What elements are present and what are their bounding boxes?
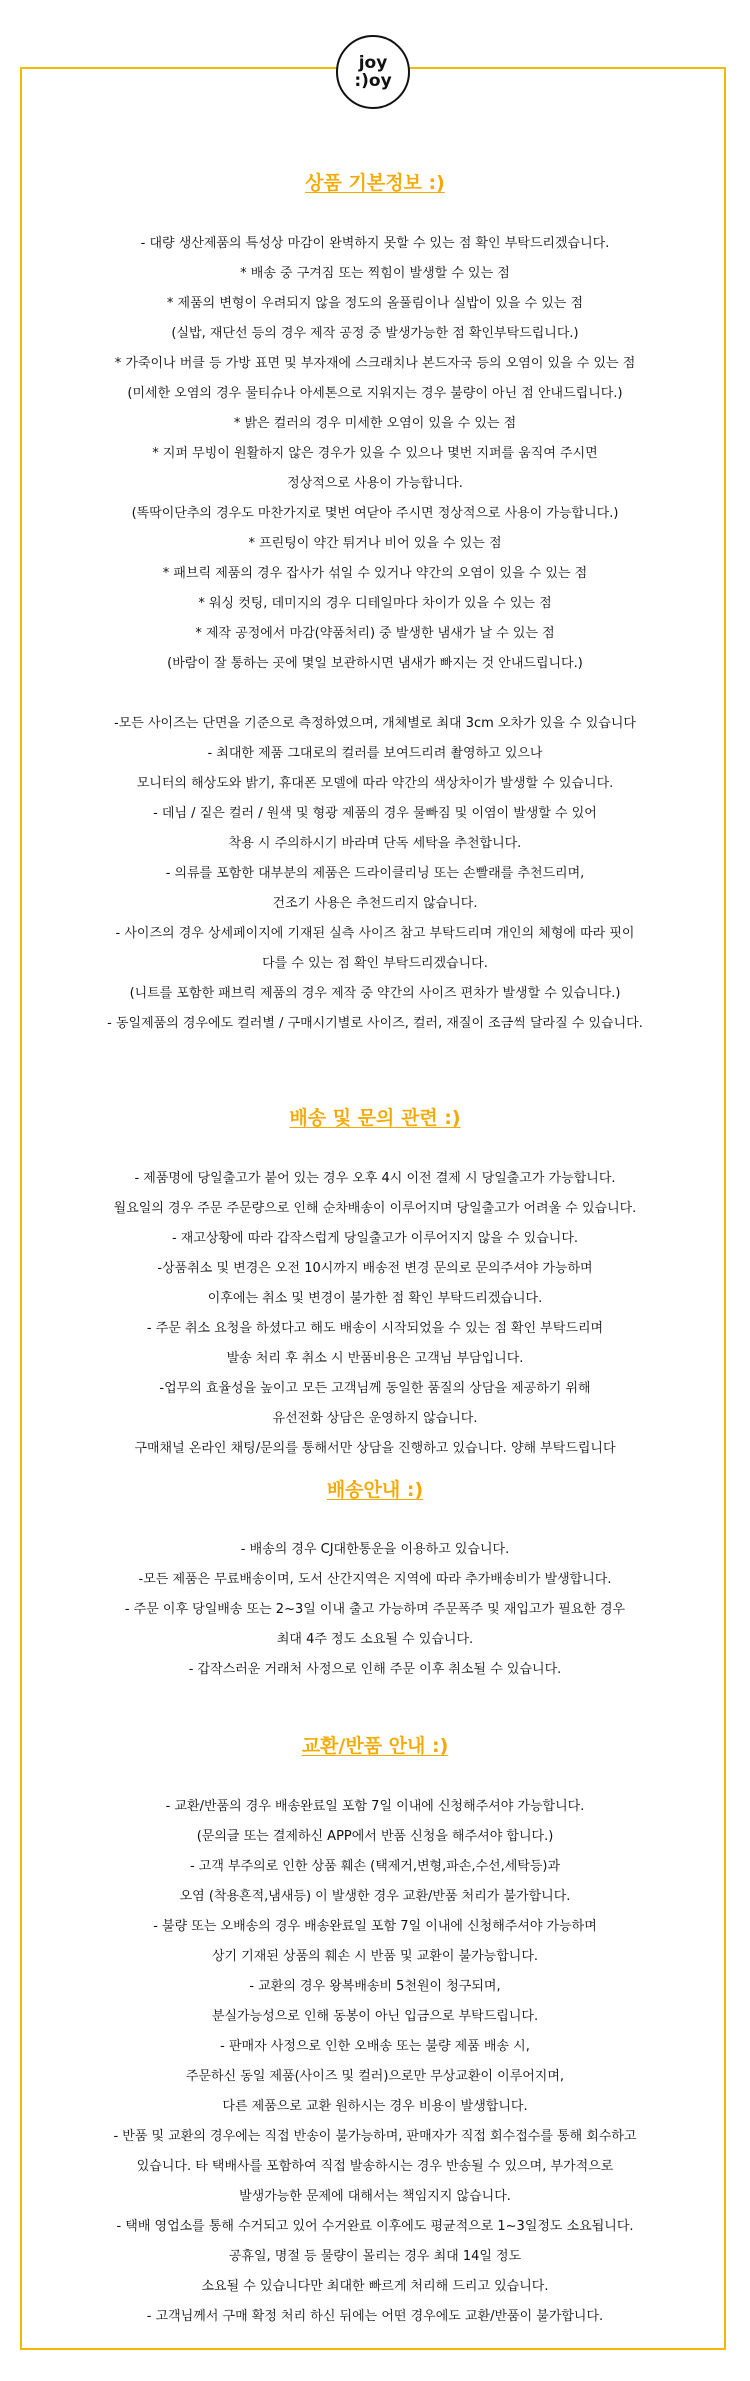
text-line: (니트를 포함한 패브릭 제품의 경우 제작 중 약간의 사이즈 편차가 발생할 수 있습니다.) <box>129 986 621 1001</box>
blank-line <box>40 679 710 709</box>
text-line: 건조기 사용은 추천드리지 않습니다. <box>272 896 478 911</box>
text-line: * 배송 중 구겨짐 또는 찍힘이 발생할 수 있는 점 <box>240 266 510 281</box>
text-line: (실밥, 재단선 등의 경우 제작 공정 중 발생가능한 점 확인부탁드립니다.) <box>171 326 579 341</box>
text-line: - 대량 생산제품의 특성상 마감이 완벽하지 못할 수 있는 점 확인 부탁드리겠습니다. <box>140 236 610 251</box>
text-line: * 워싱 컷팅, 데미지의 경우 디테일마다 차이가 있을 수 있는 점 <box>198 596 552 611</box>
text-line: 구매채널 온라인 채팅/문의를 통해서만 상담을 진행하고 있습니다. 양해 부탁드립니다 <box>134 1441 616 1456</box>
text-line: 주문하신 동일 제품(사이즈 및 컬러)으로만 무상교환이 이루어지며, <box>185 2069 565 2084</box>
section-title-shipping-guide: 배송안내 :) <box>326 1479 424 1501</box>
text-line: - 사이즈의 경우 상세페이지에 기재된 실측 사이즈 참고 부탁드리며 개인의 체형에 따라 핏이 <box>115 926 635 941</box>
text-line: 오염 (착용흔적,냄새등) 이 발생한 경우 교환/반품 처리가 불가합니다. <box>179 1889 571 1904</box>
logo-line-2: :)oy <box>354 71 392 91</box>
text-line: 공휴일, 명절 등 물량이 몰리는 경우 최대 14일 정도 <box>228 2249 522 2264</box>
text-line: * 패브릭 제품의 경우 잡사가 섞일 수 있거나 약간의 오염이 있을 수 있는 점 <box>162 566 588 581</box>
section-title-delivery-inquiry: 배송 및 문의 관련 :) <box>289 1107 461 1129</box>
text-line: - 교환의 경우 왕복배송비 5천원이 청구되며, <box>249 1979 501 1994</box>
text-line: 이후에는 취소 및 변경이 불가한 점 확인 부탁드리겠습니다. <box>207 1291 543 1306</box>
text-line: * 제작 공정에서 마감(약품처리) 중 발생한 냄새가 날 수 있는 점 <box>195 626 555 641</box>
exchange-return-text <box>40 1792 710 2332</box>
text-line: 있습니다. 타 택배사를 포함하여 직접 발송하시는 경우 반송될 수 있으며, 부가적으로 <box>136 2159 614 2174</box>
text-line: * 지퍼 무빙이 원활하지 않은 경우가 있을 수 있으나 몇번 지퍼를 움직여 주시면 <box>152 446 598 461</box>
text-line: - 배송의 경우 CJ대한통운을 이용하고 있습니다. <box>240 1542 510 1557</box>
text-line: - 불량 또는 오배송의 경우 배송완료일 포함 7일 이내에 신청해주셔야 가능하며 <box>153 1919 597 1934</box>
text-line: - 의류를 포함한 대부분의 제품은 드라이클리닝 또는 손빨래를 추천드리며, <box>165 866 585 881</box>
text-line: 발생가능한 문제에 대해서는 책임지지 않습니다. <box>239 2189 511 2204</box>
text-line: 발송 처리 후 취소 시 반품비용은 고객님 부담입니다. <box>226 1351 524 1366</box>
text-line: - 주문 이후 당일배송 또는 2~3일 이내 출고 가능하며 주문폭주 및 재입고가 필요한 경우 <box>124 1602 626 1617</box>
text-line: 정상적으로 사용이 가능합니다. <box>287 476 463 491</box>
text-line: - 고객님께서 구매 확정 처리 하신 뒤에는 어떤 경우에도 교환/반품이 불가합니다. <box>146 2309 604 2324</box>
brand-logo <box>336 35 410 109</box>
text-line: - 갑작스러운 거래처 사정으로 인해 주문 이후 취소될 수 있습니다. <box>188 1662 562 1677</box>
text-line: - 제품명에 당일출고가 붙어 있는 경우 오후 4시 이전 결제 시 당일출고가 가능합니다. <box>134 1171 616 1186</box>
text-line: 다를 수 있는 점 확인 부탁드리겠습니다. <box>262 956 488 971</box>
text-line: - 반품 및 교환의 경우에는 직접 반송이 불가능하며, 판매자가 직접 회수접수를 통해 회수하고 <box>113 2129 637 2144</box>
text-line: 모니터의 해상도와 밝기, 휴대폰 모델에 따라 약간의 색상차이가 발생할 수 있습니다. <box>136 776 614 791</box>
text-line: 착용 시 주의하시기 바라며 단독 세탁을 추천합니다. <box>228 836 522 851</box>
section-title-product-info: 상품 기본정보 :) <box>305 172 445 194</box>
text-line: - 재고상황에 따라 갑작스럽게 당일출고가 이루어지지 않을 수 있습니다. <box>171 1231 579 1246</box>
section-title-exchange-return: 교환/반품 안내 :) <box>301 1735 449 1757</box>
text-line: * 가죽이나 버클 등 가방 표면 및 부자재에 스크래치나 본드자국 등의 오염이 있을 수 있는 점 <box>114 356 636 371</box>
text-line: - 택배 영업소를 통해 수거되고 있어 수거완료 이후에도 평균적으로 1~3일정도 소요됩니다. <box>116 2219 634 2234</box>
text-line: - 교환/반품의 경우 배송완료일 포함 7일 이내에 신청해주셔야 가능합니다. <box>165 1799 585 1814</box>
text-line: - 주문 취소 요청을 하셨다고 해도 배송이 시작되었을 수 있는 점 확인 부탁드리며 <box>146 1321 604 1336</box>
logo-line-1: joy <box>358 53 388 73</box>
text-line: - 데님 / 짙은 컬러 / 원색 및 형광 제품의 경우 물빠짐 및 이염이 발생할 수 있어 <box>153 806 597 821</box>
delivery-inquiry-text <box>40 1164 710 1464</box>
text-line: * 제품의 변형이 우려되지 않을 정도의 올풀림이나 실밥이 있을 수 있는 점 <box>166 296 584 311</box>
text-line: -상품취소 및 변경은 오전 10시까지 배송전 변경 문의로 문의주셔야 가능하며 <box>157 1261 593 1276</box>
text-line: 상기 기재된 상품의 훼손 시 반품 및 교환이 불가능합니다. <box>211 1949 539 1964</box>
text-line: (문의글 또는 결제하신 APP에서 반품 신청을 해주셔야 합니다.) <box>196 1829 554 1844</box>
text-line: - 동일제품의 경우에도 컬러별 / 구매시기별로 사이즈, 컬러, 재질이 조금씩 달라질 수 있습니다. <box>107 1016 643 1031</box>
text-line: 유선전화 상담은 운영하지 않습니다. <box>272 1411 478 1426</box>
text-line: -모든 제품은 무료배송이며, 도서 산간지역은 지역에 따라 추가배송비가 발생합니다. <box>138 1572 612 1587</box>
product-info-text <box>40 229 710 1039</box>
text-line: 최대 4주 정도 소요될 수 있습니다. <box>276 1632 474 1647</box>
text-line: - 판매자 사정으로 인한 오배송 또는 불량 제품 배송 시, <box>220 2039 530 2054</box>
text-line: -업무의 효율성을 높이고 모든 고객님께 동일한 품질의 상담을 제공하기 위해 <box>159 1381 591 1396</box>
text-line: -모든 사이즈는 단면을 기준으로 측정하였으며, 개체별로 최대 3cm 오차가 있을 수 있습니다 <box>114 716 636 731</box>
text-line: - 고객 부주의로 인한 상품 훼손 (택제거,변형,파손,수선,세탁등)과 <box>189 1859 561 1874</box>
text-line: (미세한 오염의 경우 물티슈나 아세톤으로 지워지는 경우 불량이 아닌 점 안내드립니다.) <box>127 386 623 401</box>
text-line: 분실가능성으로 인해 동봉이 아닌 입금으로 부탁드립니다. <box>211 2009 539 2024</box>
text-line: 소요될 수 있습니다만 최대한 빠르게 처리해 드리고 있습니다. <box>201 2279 549 2294</box>
text-line: 월요일의 경우 주문 주문량으로 인해 순차배송이 이루어지며 당일출고가 어려울 수 있습니다. <box>113 1201 637 1216</box>
text-line: - 최대한 제품 그대로의 컬러를 보여드리려 촬영하고 있으나 <box>207 746 543 761</box>
text-line: (바람이 잘 통하는 곳에 몇일 보관하시면 냄새가 빠지는 것 안내드립니다.) <box>167 656 583 671</box>
text-line: * 밝은 컬러의 경우 미세한 오염이 있을 수 있는 점 <box>233 416 517 431</box>
shipping-guide-text <box>40 1535 710 1685</box>
text-line: 다른 제품으로 교환 원하시는 경우 비용이 발생합니다. <box>222 2099 528 2114</box>
text-line: (똑딱이단추의 경우도 마찬가지로 몇번 여닫아 주시면 정상적으로 사용이 가능합니다.) <box>131 506 619 521</box>
text-line: * 프린팅이 약간 튀거나 비어 있을 수 있는 점 <box>248 536 502 551</box>
